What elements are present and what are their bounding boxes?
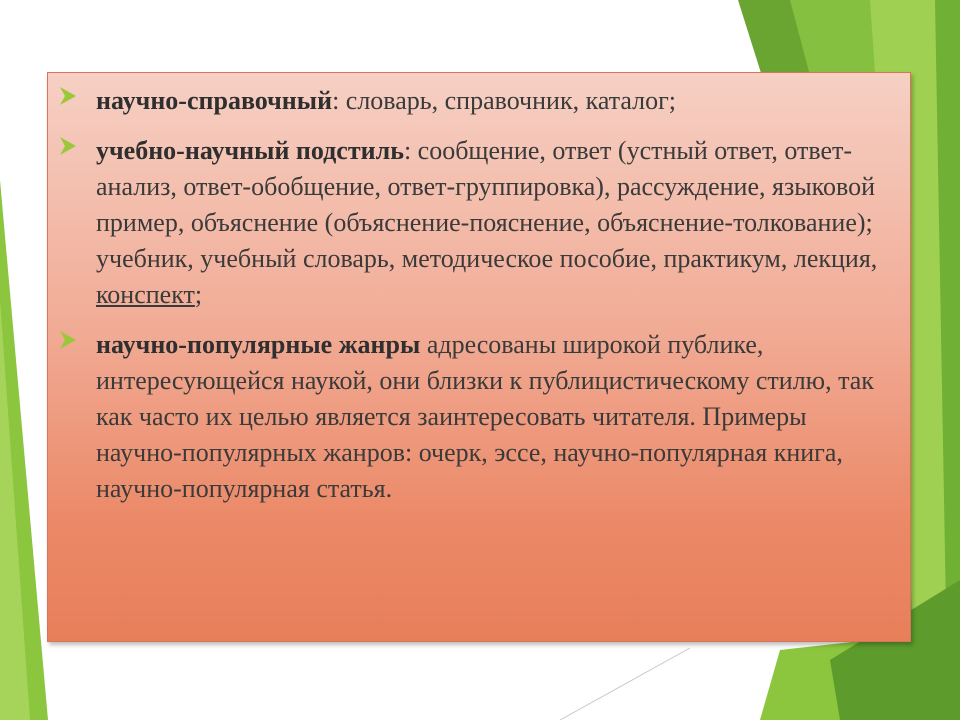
- bullet-tail: ;: [194, 280, 203, 309]
- bullet-text: адресованы широкой публике, интересующейся наукой, они близки к публицистическому стилю, так как часто их целью является заинтересовать читателя. Примеры научно-популярных жанров: очерк, эссе, научно-популярная книга, научно-популярная статья.: [96, 330, 874, 503]
- bullet-list: [48, 83, 912, 521]
- bullet-term: научно-справочный: [96, 86, 333, 115]
- bullet-item-popular: [48, 327, 912, 507]
- bullet-term: учебно-научный подстиль: [96, 136, 404, 165]
- bullet-term: научно-популярные жанры: [96, 330, 421, 359]
- bullet-text: : сообщение, ответ (устный ответ, ответ-анализ, ответ-обобщение, ответ-группировка), рассуждение, языковой пример, объяснение (объяснение-пояснение, объяснение-толкование); учебник, учебный словарь, методическое пособие, практикум, лекция,: [96, 136, 878, 273]
- arrow-bullet-icon: [60, 331, 76, 349]
- arrow-bullet-icon: [60, 87, 76, 105]
- bullet-item-reference: [48, 83, 912, 119]
- bullet-text: : словарь, справочник, каталог;: [332, 86, 677, 115]
- arrow-bullet-icon: [60, 137, 76, 155]
- bullet-item-educational: [48, 133, 912, 313]
- decorative-line: [560, 648, 690, 720]
- content-box: [47, 72, 911, 642]
- konspekt-link[interactable]: конспект: [96, 280, 195, 309]
